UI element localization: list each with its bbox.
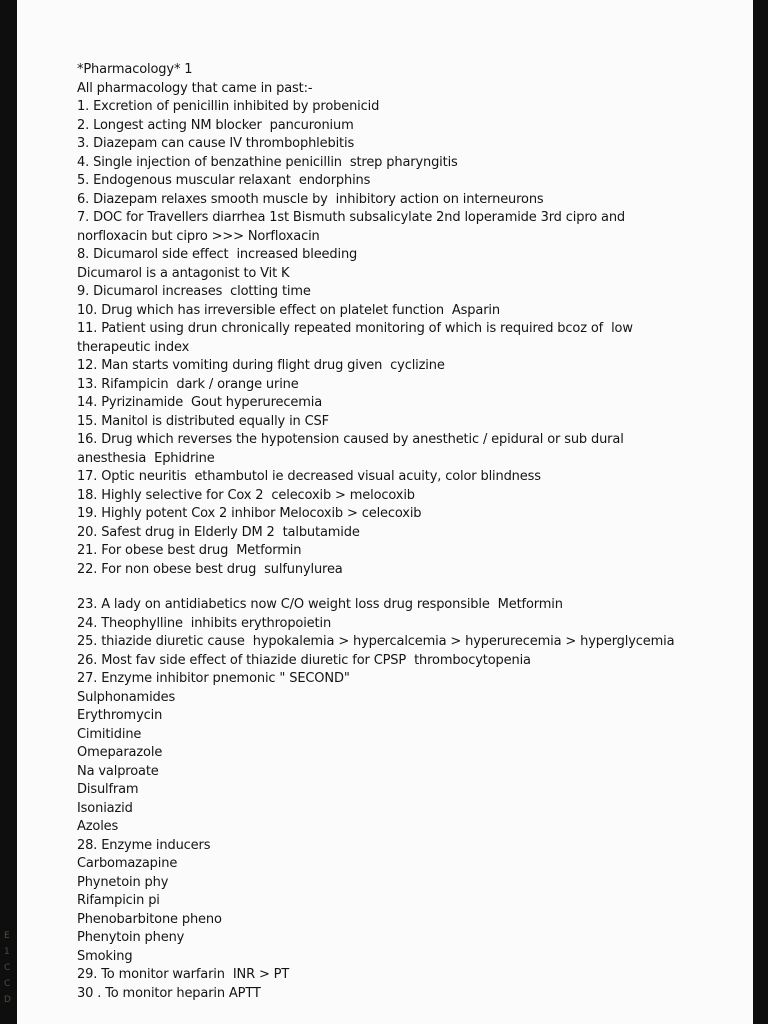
note-line: All pharmacology that came in past:-: [77, 80, 313, 96]
note-line: 26. Most fav side effect of thiazide diuretic for CPSP thrombocytopenia: [77, 652, 531, 668]
note-line: Phenytoin pheny: [77, 930, 185, 945]
note-line: therapeutic index: [77, 339, 190, 355]
note-line: norfloxacin but cipro >>> Norfloxacin: [77, 228, 320, 244]
note-line: Cimitidine: [77, 726, 142, 742]
note-line: 9. Dicumarol increases clotting time: [77, 284, 311, 299]
margin-mark: E: [4, 931, 10, 941]
note-line: 5. Endogenous muscular relaxant endorphins: [77, 173, 371, 188]
note-line: Sulphonamides: [77, 689, 176, 705]
margin-marks: [4, 928, 14, 1008]
note-line: 4. Single injection of benzathine penicillin strep pharyngitis: [77, 154, 458, 170]
margin-mark: C: [4, 963, 11, 973]
margin-mark: 1: [4, 947, 10, 957]
note-line: 3. Diazepam can cause IV thrombophlebitis: [77, 136, 355, 151]
note-line: 27. Enzyme inhibitor pnemonic " SECOND": [77, 671, 350, 686]
note-line: 19. Highly potent Cox 2 inhibor Melocoxib > celecoxib: [77, 506, 422, 521]
note-line: Erythromycin: [77, 708, 163, 723]
note-line: Azoles: [77, 819, 119, 834]
note-line: 8. Dicumarol side effect increased bleeding: [77, 247, 358, 262]
note-line: 1. Excretion of penicillin inhibited by probenicid: [77, 99, 380, 114]
notes-section-1: [77, 61, 717, 579]
note-line: 15. Manitol is distributed equally in CSF: [77, 413, 329, 429]
note-line: Dicumarol is a antagonist to Vit K: [77, 265, 290, 281]
note-line: 30 . To monitor heparin APTT: [77, 985, 261, 1001]
note-line: 7. DOC for Travellers diarrhea 1st Bismuth subsalicylate 2nd loperamide 3rd cipro and: [77, 210, 626, 225]
notes-body: [77, 61, 717, 1003]
note-line: Na valproate: [77, 763, 159, 779]
note-line: 18. Highly selective for Cox 2 celecoxib > melocoxib: [77, 487, 415, 503]
note-line: 2. Longest acting NM blocker pancuronium: [77, 117, 354, 133]
note-line: 11. Patient using drun chronically repeated monitoring of which is required bcoz of low: [77, 321, 633, 336]
section-gap: [77, 579, 717, 596]
note-line: 29. To monitor warfarin INR > PT: [77, 967, 290, 982]
note-line: 10. Drug which has irreversible effect on platelet function Asparin: [77, 302, 500, 318]
note-line: 20. Safest drug in Elderly DM 2 talbutamide: [77, 524, 360, 540]
note-line: Phenobarbitone pheno: [77, 911, 222, 927]
note-line: Rifampicin pi: [77, 893, 160, 908]
note-line: Isoniazid: [77, 800, 133, 816]
note-line: 22. For non obese best drug sulfunylurea: [77, 561, 343, 577]
note-line: 17. Optic neuritis ethambutol ie decreased visual acuity, color blindness: [77, 469, 541, 484]
note-line: 21. For obese best drug Metformin: [77, 543, 302, 558]
note-line: Omeparazole: [77, 745, 163, 760]
note-line: 28. Enzyme inducers: [77, 837, 211, 853]
note-line: 14. Pyrizinamide Gout hyperurecemia: [77, 395, 323, 410]
notes-section-2: [77, 596, 717, 1003]
note-line: Phynetoin phy: [77, 874, 169, 890]
document-page: [17, 0, 753, 1024]
note-line: *Pharmacology* 1: [77, 62, 193, 77]
note-line: 6. Diazepam relaxes smooth muscle by inhibitory action on interneurons: [77, 191, 544, 207]
note-line: 16. Drug which reverses the hypotension caused by anesthetic / epidural or sub dural: [77, 432, 624, 447]
note-line: 24. Theophylline inhibits erythropoietin: [77, 615, 332, 631]
margin-mark: C: [4, 979, 11, 989]
note-line: Smoking: [77, 948, 133, 964]
note-line: 12. Man starts vomiting during flight drug given cyclizine: [77, 358, 445, 373]
margin-mark: D: [4, 995, 11, 1005]
note-line: 23. A lady on antidiabetics now C/O weight loss drug responsible Metformin: [77, 597, 563, 612]
note-line: 13. Rifampicin dark / orange urine: [77, 376, 299, 392]
note-line: anesthesia Ephidrine: [77, 450, 215, 466]
note-line: 25. thiazide diuretic cause hypokalemia > hypercalcemia > hyperurecemia > hyperglycemia: [77, 634, 675, 649]
note-line: Carbomazapine: [77, 856, 178, 871]
note-line: Disulfram: [77, 782, 139, 797]
